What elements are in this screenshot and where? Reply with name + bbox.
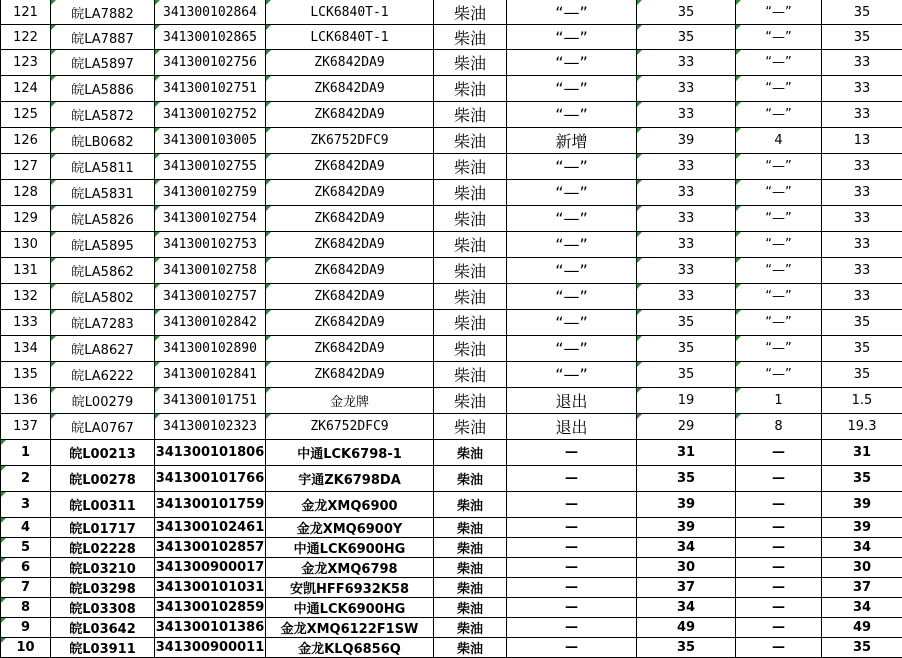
value-b-cell: “—” (736, 25, 822, 50)
value-b-cell: — (736, 638, 822, 658)
vehicle-code-cell: 341300102842 (155, 310, 266, 336)
table-row (1, 440, 902, 466)
value-b-cell: — (736, 518, 822, 538)
row-number-cell: 132 (1, 284, 51, 310)
plate-cell: 皖LA7887 (51, 25, 155, 50)
value-b-cell: “—” (736, 284, 822, 310)
value-a-cell: 35 (637, 466, 736, 492)
row-number-cell: 122 (1, 25, 51, 50)
fuel-type-cell: 柴油 (434, 558, 507, 578)
model-cell: LCK6840T-1 (266, 25, 434, 50)
plate-cell: 皖L00213 (51, 440, 155, 466)
value-a-cell: 39 (637, 492, 736, 518)
value-a-cell: 33 (637, 180, 736, 206)
value-b-cell: “—” (736, 206, 822, 232)
value-a-cell: 35 (637, 362, 736, 388)
row-number-cell: 7 (1, 578, 51, 598)
value-b-cell: “—” (736, 154, 822, 180)
value-c-cell: 1.5 (822, 388, 902, 414)
vehicle-code-cell: 341300102859 (155, 598, 266, 618)
value-a-cell: 19 (637, 388, 736, 414)
plate-cell: 皖L01717 (51, 518, 155, 538)
vehicle-code-cell: 341300102841 (155, 362, 266, 388)
value-c-cell: 33 (822, 50, 902, 76)
table-row (1, 50, 902, 76)
plate-cell: 皖LA5811 (51, 154, 155, 180)
value-a-cell: 33 (637, 258, 736, 284)
model-cell: ZK6842DA9 (266, 258, 434, 284)
vehicle-code-cell: 341300102865 (155, 25, 266, 50)
fuel-type-cell: 柴油 (434, 388, 507, 414)
vehicle-code-cell: 341300102752 (155, 102, 266, 128)
table-row (1, 466, 902, 492)
status-cell: “—” (507, 206, 637, 232)
row-number-cell: 1 (1, 440, 51, 466)
fuel-type-cell: 柴油 (434, 518, 507, 538)
value-b-cell: “—” (736, 76, 822, 102)
value-a-cell: 29 (637, 414, 736, 440)
table-row (1, 232, 902, 258)
model-cell: 金龙XMQ6900Y (266, 518, 434, 538)
vehicle-code-cell: 341300102461 (155, 518, 266, 538)
plate-cell: 皖L00278 (51, 466, 155, 492)
table-body (1, 0, 902, 658)
model-cell: 中通LCK6900HG (266, 598, 434, 618)
value-c-cell: 33 (822, 76, 902, 102)
value-c-cell: 31 (822, 440, 902, 466)
value-a-cell: 33 (637, 76, 736, 102)
row-number-cell: 10 (1, 638, 51, 658)
row-number-cell: 137 (1, 414, 51, 440)
vehicle-code-cell: 341300102754 (155, 206, 266, 232)
value-a-cell: 33 (637, 102, 736, 128)
status-cell: “—” (507, 336, 637, 362)
vehicle-code-cell: 341300102751 (155, 76, 266, 102)
status-cell: “—” (507, 25, 637, 50)
fuel-type-cell: 柴油 (434, 154, 507, 180)
fuel-type-cell: 柴油 (434, 414, 507, 440)
status-cell: “—” (507, 180, 637, 206)
value-b-cell: 8 (736, 414, 822, 440)
status-cell: — (507, 578, 637, 598)
row-number-cell: 136 (1, 388, 51, 414)
plate-cell: 皖LA5897 (51, 50, 155, 76)
status-cell: — (507, 440, 637, 466)
value-c-cell: 34 (822, 598, 902, 618)
table-row (1, 618, 902, 638)
fuel-type-cell: 柴油 (434, 206, 507, 232)
model-cell: ZK6752DFC9 (266, 414, 434, 440)
vehicle-code-cell: 341300102757 (155, 284, 266, 310)
row-number-cell: 126 (1, 128, 51, 154)
status-cell: — (507, 538, 637, 558)
value-a-cell: 35 (637, 336, 736, 362)
value-b-cell: — (736, 598, 822, 618)
value-c-cell: 33 (822, 258, 902, 284)
value-c-cell: 33 (822, 284, 902, 310)
vehicle-code-cell: 341300102890 (155, 336, 266, 362)
value-b-cell: “—” (736, 102, 822, 128)
row-number-cell: 125 (1, 102, 51, 128)
table-row (1, 578, 902, 598)
value-c-cell: 35 (822, 0, 902, 25)
model-cell: 金龙牌 (266, 388, 434, 414)
value-b-cell: — (736, 440, 822, 466)
status-cell: 新增 (507, 128, 637, 154)
row-number-cell: 123 (1, 50, 51, 76)
vehicle-code-cell: 341300102323 (155, 414, 266, 440)
value-a-cell: 49 (637, 618, 736, 638)
vehicle-code-cell: 341300101766 (155, 466, 266, 492)
vehicle-code-cell: 341300101751 (155, 388, 266, 414)
value-a-cell: 33 (637, 284, 736, 310)
fuel-type-cell: 柴油 (434, 128, 507, 154)
row-number-cell: 6 (1, 558, 51, 578)
table-row (1, 128, 902, 154)
value-b-cell: 1 (736, 388, 822, 414)
row-number-cell: 133 (1, 310, 51, 336)
model-cell: ZK6842DA9 (266, 76, 434, 102)
model-cell: 金龙XMQ6122F1SW (266, 618, 434, 638)
model-cell: ZK6842DA9 (266, 206, 434, 232)
status-cell: “—” (507, 310, 637, 336)
plate-cell: 皖L00311 (51, 492, 155, 518)
plate-cell: 皖LA6222 (51, 362, 155, 388)
model-cell: ZK6752DFC9 (266, 128, 434, 154)
value-b-cell: “—” (736, 180, 822, 206)
status-cell: “—” (507, 102, 637, 128)
table-row (1, 538, 902, 558)
value-a-cell: 35 (637, 0, 736, 25)
value-b-cell: “—” (736, 0, 822, 25)
row-number-cell: 4 (1, 518, 51, 538)
table-row (1, 180, 902, 206)
value-b-cell: “—” (736, 362, 822, 388)
row-number-cell: 2 (1, 466, 51, 492)
plate-cell: 皖L00279 (51, 388, 155, 414)
table-row (1, 154, 902, 180)
status-cell: “—” (507, 258, 637, 284)
value-b-cell: “—” (736, 50, 822, 76)
value-c-cell: 30 (822, 558, 902, 578)
row-number-cell: 130 (1, 232, 51, 258)
value-c-cell: 13 (822, 128, 902, 154)
fuel-type-cell: 柴油 (434, 638, 507, 658)
plate-cell: 皖L03210 (51, 558, 155, 578)
value-b-cell: — (736, 558, 822, 578)
fuel-type-cell: 柴油 (434, 76, 507, 102)
row-number-cell: 8 (1, 598, 51, 618)
value-c-cell: 34 (822, 538, 902, 558)
status-cell: — (507, 466, 637, 492)
vehicle-code-cell: 341300102753 (155, 232, 266, 258)
value-b-cell: — (736, 618, 822, 638)
plate-cell: 皖L03308 (51, 598, 155, 618)
table-row (1, 102, 902, 128)
fuel-type-cell: 柴油 (434, 336, 507, 362)
table-row (1, 25, 902, 50)
value-a-cell: 31 (637, 440, 736, 466)
plate-cell: 皖L02228 (51, 538, 155, 558)
value-a-cell: 33 (637, 206, 736, 232)
model-cell: 宇通ZK6798DA (266, 466, 434, 492)
vehicle-code-cell: 341300102756 (155, 50, 266, 76)
value-c-cell: 37 (822, 578, 902, 598)
value-c-cell: 35 (822, 362, 902, 388)
value-b-cell: “—” (736, 336, 822, 362)
model-cell: ZK6842DA9 (266, 362, 434, 388)
plate-cell: 皖LA5831 (51, 180, 155, 206)
plate-cell: 皖LA5862 (51, 258, 155, 284)
table-row (1, 258, 902, 284)
table-row (1, 414, 902, 440)
value-a-cell: 30 (637, 558, 736, 578)
fuel-type-cell: 柴油 (434, 492, 507, 518)
vehicle-code-cell: 341300102759 (155, 180, 266, 206)
model-cell: ZK6842DA9 (266, 102, 434, 128)
value-a-cell: 37 (637, 578, 736, 598)
status-cell: “—” (507, 232, 637, 258)
value-c-cell: 35 (822, 25, 902, 50)
plate-cell: 皖LA0767 (51, 414, 155, 440)
fuel-type-cell: 柴油 (434, 25, 507, 50)
plate-cell: 皖LB0682 (51, 128, 155, 154)
status-cell: “—” (507, 50, 637, 76)
model-cell: 金龙XMQ6798 (266, 558, 434, 578)
model-cell: ZK6842DA9 (266, 232, 434, 258)
value-a-cell: 35 (637, 25, 736, 50)
vehicle-code-cell: 341300900017 (155, 558, 266, 578)
row-number-cell: 121 (1, 0, 51, 25)
table-row (1, 284, 902, 310)
plate-cell: 皖LA7882 (51, 0, 155, 25)
value-b-cell: 4 (736, 128, 822, 154)
plate-cell: 皖LA5802 (51, 284, 155, 310)
vehicle-code-cell: 341300900011 (155, 638, 266, 658)
table-row (1, 310, 902, 336)
value-c-cell: 39 (822, 492, 902, 518)
value-c-cell: 35 (822, 466, 902, 492)
fuel-type-cell: 柴油 (434, 0, 507, 25)
fuel-type-cell: 柴油 (434, 102, 507, 128)
fuel-type-cell: 柴油 (434, 180, 507, 206)
fuel-type-cell: 柴油 (434, 466, 507, 492)
plate-cell: 皖LA8627 (51, 336, 155, 362)
row-number-cell: 3 (1, 492, 51, 518)
status-cell: — (507, 518, 637, 538)
value-b-cell: — (736, 492, 822, 518)
value-a-cell: 34 (637, 598, 736, 618)
value-c-cell: 19.3 (822, 414, 902, 440)
table-row (1, 598, 902, 618)
status-cell: — (507, 598, 637, 618)
model-cell: 中通LCK6900HG (266, 538, 434, 558)
value-c-cell: 33 (822, 154, 902, 180)
table-row (1, 362, 902, 388)
model-cell: 安凯HFF6932K58 (266, 578, 434, 598)
value-c-cell: 49 (822, 618, 902, 638)
value-a-cell: 33 (637, 154, 736, 180)
table-row (1, 336, 902, 362)
table-row (1, 558, 902, 578)
plate-cell: 皖LA5826 (51, 206, 155, 232)
status-cell: — (507, 618, 637, 638)
vehicle-code-cell: 341300103005 (155, 128, 266, 154)
value-a-cell: 34 (637, 538, 736, 558)
vehicle-code-cell: 341300102755 (155, 154, 266, 180)
value-c-cell: 35 (822, 336, 902, 362)
row-number-cell: 128 (1, 180, 51, 206)
status-cell: “—” (507, 154, 637, 180)
value-c-cell: 33 (822, 102, 902, 128)
value-a-cell: 39 (637, 518, 736, 538)
table-row (1, 638, 902, 658)
plate-cell: 皖LA5895 (51, 232, 155, 258)
fuel-type-cell: 柴油 (434, 310, 507, 336)
status-cell: “—” (507, 362, 637, 388)
vehicle-code-cell: 341300101806 (155, 440, 266, 466)
table-row (1, 0, 902, 25)
value-a-cell: 35 (637, 638, 736, 658)
vehicle-code-cell: 341300102864 (155, 0, 266, 25)
plate-cell: 皖LA7283 (51, 310, 155, 336)
value-b-cell: — (736, 538, 822, 558)
value-c-cell: 35 (822, 638, 902, 658)
vehicle-code-cell: 341300101386 (155, 618, 266, 638)
fuel-type-cell: 柴油 (434, 258, 507, 284)
status-cell: — (507, 558, 637, 578)
model-cell: 金龙KLQ6856Q (266, 638, 434, 658)
value-a-cell: 33 (637, 50, 736, 76)
value-a-cell: 33 (637, 232, 736, 258)
fuel-type-cell: 柴油 (434, 284, 507, 310)
fuel-type-cell: 柴油 (434, 538, 507, 558)
status-cell: — (507, 638, 637, 658)
table-row (1, 388, 902, 414)
table-row (1, 518, 902, 538)
plate-cell: 皖L03642 (51, 618, 155, 638)
fuel-type-cell: 柴油 (434, 50, 507, 76)
fuel-type-cell: 柴油 (434, 618, 507, 638)
value-c-cell: 33 (822, 232, 902, 258)
table-row (1, 206, 902, 232)
status-cell: “—” (507, 76, 637, 102)
fuel-type-cell: 柴油 (434, 440, 507, 466)
value-b-cell: — (736, 578, 822, 598)
model-cell: ZK6842DA9 (266, 154, 434, 180)
vehicle-code-cell: 341300102857 (155, 538, 266, 558)
row-number-cell: 135 (1, 362, 51, 388)
value-a-cell: 35 (637, 310, 736, 336)
status-cell: “—” (507, 0, 637, 25)
plate-cell: 皖L03911 (51, 638, 155, 658)
plate-cell: 皖LA5886 (51, 76, 155, 102)
value-b-cell: “—” (736, 232, 822, 258)
table-row (1, 76, 902, 102)
status-cell: 退出 (507, 414, 637, 440)
fuel-type-cell: 柴油 (434, 232, 507, 258)
model-cell: ZK6842DA9 (266, 310, 434, 336)
fuel-type-cell: 柴油 (434, 578, 507, 598)
model-cell: 中通LCK6798-1 (266, 440, 434, 466)
fuel-type-cell: 柴油 (434, 362, 507, 388)
model-cell: LCK6840T-1 (266, 0, 434, 25)
vehicle-code-cell: 341300102758 (155, 258, 266, 284)
model-cell: ZK6842DA9 (266, 284, 434, 310)
row-number-cell: 134 (1, 336, 51, 362)
plate-cell: 皖L03298 (51, 578, 155, 598)
plate-cell: 皖LA5872 (51, 102, 155, 128)
status-cell: “—” (507, 284, 637, 310)
row-number-cell: 127 (1, 154, 51, 180)
model-cell: 金龙XMQ6900 (266, 492, 434, 518)
table-row (1, 492, 902, 518)
vehicle-code-cell: 341300101759 (155, 492, 266, 518)
value-c-cell: 33 (822, 180, 902, 206)
row-number-cell: 129 (1, 206, 51, 232)
model-cell: ZK6842DA9 (266, 180, 434, 206)
value-b-cell: “—” (736, 258, 822, 284)
value-c-cell: 33 (822, 206, 902, 232)
model-cell: ZK6842DA9 (266, 336, 434, 362)
status-cell: 退出 (507, 388, 637, 414)
row-number-cell: 5 (1, 538, 51, 558)
row-number-cell: 131 (1, 258, 51, 284)
model-cell: ZK6842DA9 (266, 50, 434, 76)
value-c-cell: 39 (822, 518, 902, 538)
status-cell: — (507, 492, 637, 518)
vehicle-code-cell: 341300101031 (155, 578, 266, 598)
fuel-type-cell: 柴油 (434, 598, 507, 618)
value-b-cell: “—” (736, 310, 822, 336)
row-number-cell: 124 (1, 76, 51, 102)
value-b-cell: — (736, 466, 822, 492)
value-c-cell: 35 (822, 310, 902, 336)
value-a-cell: 39 (637, 128, 736, 154)
row-number-cell: 9 (1, 618, 51, 638)
